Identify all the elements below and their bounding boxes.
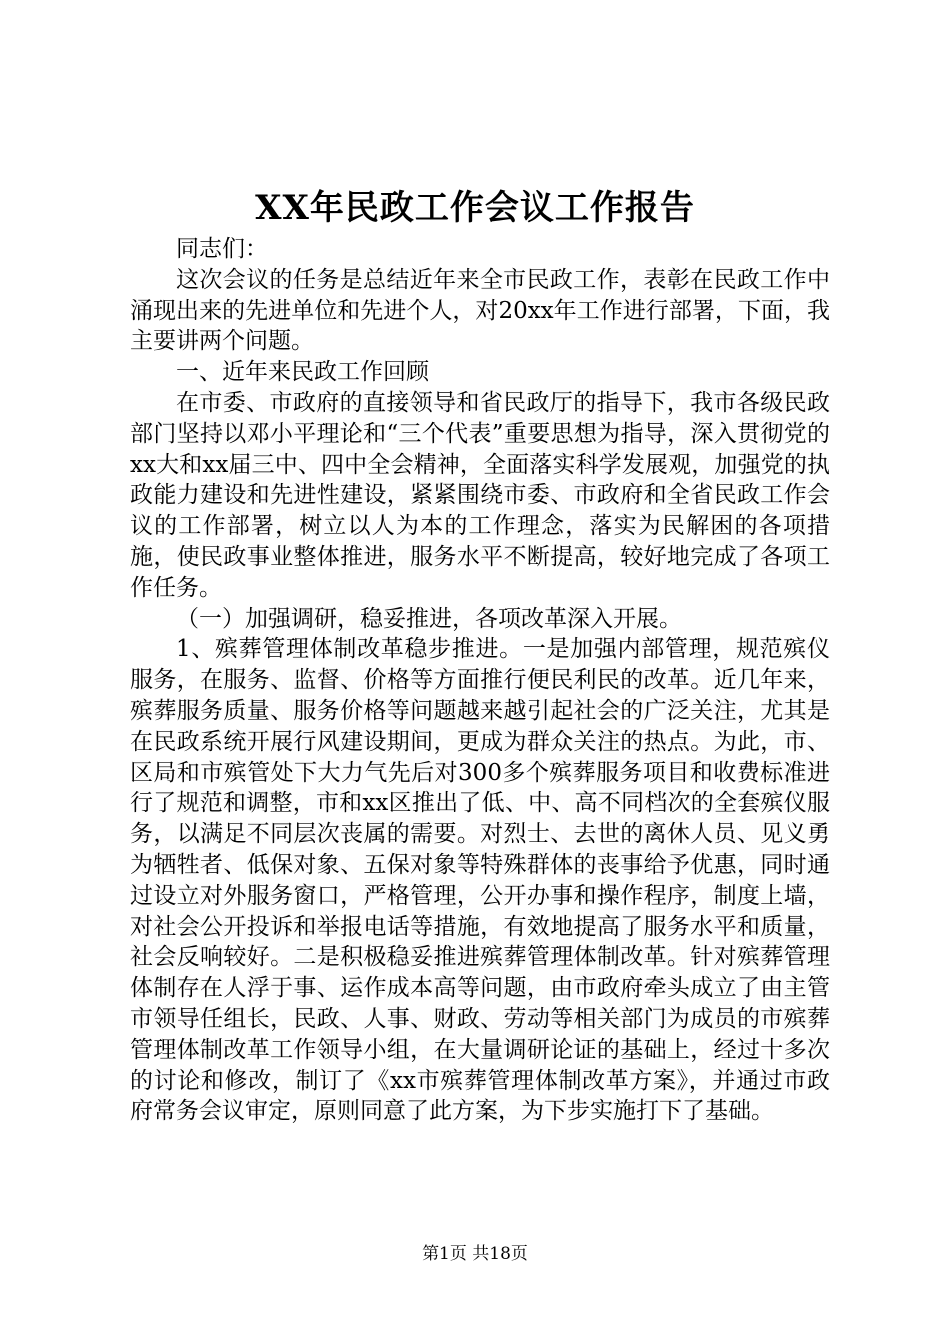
paragraph-review: 在市委、市政府的直接领导和省民政厅的指导下，我市各级民政部门坚持以邓小平理论和“三个代表”重要思想为指导，深入贯彻党的xx大和xx届三中、四中全会精神，全面落实科学发展观，加强党的执政能力建设和先进性建设，紧紧围绕市委、市政府和全省民政工作会议的工作部署，树立以人为本的工作理念，落实为民解困的各项措施，使民政事业整体推进，服务水平不断提高，较好地完成了各项工作任务。	[130, 389, 830, 601]
page-footer	[0, 1243, 950, 1265]
paragraph-intro: 这次会议的任务是总结近年来全市民政工作，表彰在民政工作中涌现出来的先进单位和先进个人，对20xx年工作进行部署，下面，我主要讲两个问题。	[130, 266, 830, 355]
document-body	[130, 234, 830, 1127]
paragraph-funeral-reform: 1、殡葬管理体制改革稳步推进。一是加强内部管理，规范殡仪服务，在服务、监督、价格等方面推行便民利民的改革。近几年来，殡葬服务质量、服务价格等问题越来越引起社会的广泛关注，尤其是在民政系统开展行风建设期间，更成为群众关注的热点。为此，市、区局和市殡管处下大力气先后对300多个殡葬服务项目和收费标准进行了规范和调整，市和xx区推出了低、中、高不同档次的全套殡仪服务，以满足不同层次丧属的需要。对烈士、去世的离休人员、见义勇为牺牲者、低保对象、五保对象等特殊群体的丧事给予优惠，同时通过设立对外服务窗口，严格管理，公开办事和操作程序，制度上墙，对社会公开投诉和举报电话等措施，有效地提高了服务水平和质量，社会反响较好。二是积极稳妥推进殡葬管理体制改革。针对殡葬管理体制存在人浮于事、运作成本高等问题，由市政府牵头成立了由主管市领导任组长，民政、人事、财政、劳动等相关部门为成员的市殡葬管理体制改革工作领导小组，在大量调研论证的基础上，经过十多次的讨论和修改，制订了《xx市殡葬管理体制改革方案》，并通过市政府常务会议审定，原则同意了此方案，为下步实施打下了基础。	[130, 636, 830, 1125]
document-title: XX年民政工作会议工作报告	[255, 188, 695, 228]
subsection-heading: （一）加强调研，稳妥推进，各项改革深入开展。	[176, 605, 682, 632]
page-number: 第1页	[422, 1244, 467, 1264]
salutation: 同志们：	[176, 236, 268, 262]
section-heading: 一、近年来民政工作回顾	[176, 359, 429, 386]
page-total: 共18页	[472, 1244, 528, 1264]
